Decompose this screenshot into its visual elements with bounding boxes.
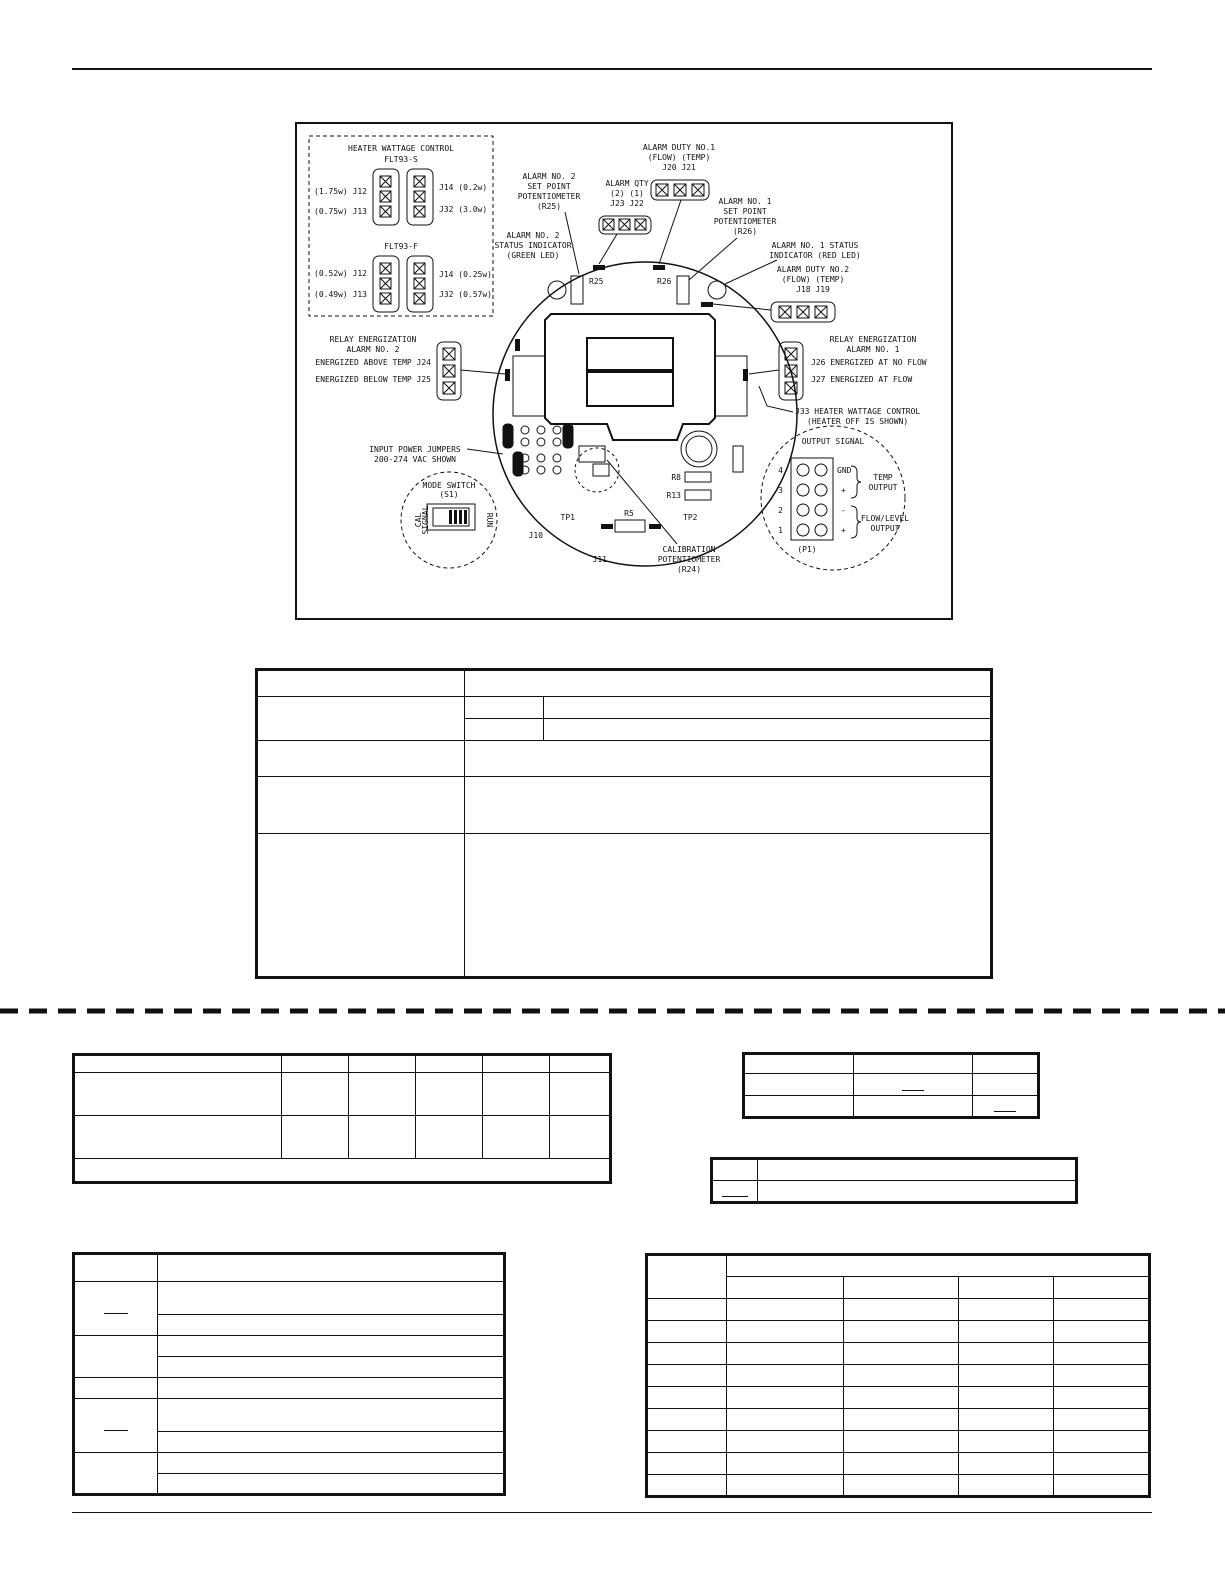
svg-text:CAL: CAL xyxy=(414,512,423,528)
svg-text:ALARM NO. 1: ALARM NO. 1 xyxy=(846,345,900,354)
svg-text:ALARM NO. 2: ALARM NO. 2 xyxy=(522,172,576,181)
option-table xyxy=(72,1053,612,1184)
svg-text:4: 4 xyxy=(778,466,783,475)
svg-text:(0.75w) J13: (0.75w) J13 xyxy=(314,207,367,216)
svg-text:ALARM NO. 1: ALARM NO. 1 xyxy=(718,197,772,206)
svg-text:SIGNAL: SIGNAL xyxy=(421,505,430,535)
svg-text:+: + xyxy=(841,486,846,495)
svg-text:J14 (0.25w): J14 (0.25w) xyxy=(439,270,492,279)
svg-text:J11: J11 xyxy=(592,555,607,564)
jumper-settings-table xyxy=(255,668,993,979)
svg-text:(FLOW) (TEMP): (FLOW) (TEMP) xyxy=(781,275,845,284)
svg-text:INDICATOR (RED LED): INDICATOR (RED LED) xyxy=(769,251,861,260)
svg-text:ALARM NO. 2: ALARM NO. 2 xyxy=(506,231,560,240)
svg-text:J23 J22: J23 J22 xyxy=(610,199,644,208)
j33-label xyxy=(759,386,920,426)
red-led xyxy=(708,281,726,299)
svg-text:TP1: TP1 xyxy=(560,513,575,522)
svg-text:CALIBRATION: CALIBRATION xyxy=(662,545,716,554)
svg-text:(HEATER OFF IS SHOWN): (HEATER OFF IS SHOWN) xyxy=(807,417,909,426)
circuit-board-diagram xyxy=(295,122,953,620)
svg-text:(1.75w) J12: (1.75w) J12 xyxy=(314,187,367,196)
alarm1-setpoint-label xyxy=(689,197,776,280)
input-power-label xyxy=(369,445,503,464)
svg-text:(P1): (P1) xyxy=(797,545,817,554)
svg-text:GND: GND xyxy=(837,466,852,475)
svg-text:R5: R5 xyxy=(624,509,634,518)
svg-text:J14 (0.2w): J14 (0.2w) xyxy=(439,183,488,192)
svg-text:+: + xyxy=(841,526,846,535)
svg-text:ENERGIZED BELOW TEMP J25: ENERGIZED BELOW TEMP J25 xyxy=(315,375,431,384)
svg-text:R8: R8 xyxy=(671,473,681,482)
svg-text:ALARM DUTY NO.2: ALARM DUTY NO.2 xyxy=(776,265,850,274)
svg-text:ALARM NO. 1 STATUS: ALARM NO. 1 STATUS xyxy=(771,241,859,250)
svg-text:2: 2 xyxy=(778,506,783,515)
svg-text:SET POINT: SET POINT xyxy=(527,182,571,191)
svg-text:POTENTIOMETER: POTENTIOMETER xyxy=(657,555,721,564)
display-module xyxy=(513,314,747,440)
alarm2-status-label xyxy=(494,231,571,260)
svg-text:J18 J19: J18 J19 xyxy=(796,285,830,294)
svg-text:OUTPUT: OUTPUT xyxy=(868,483,898,492)
svg-text:SET POINT: SET POINT xyxy=(723,207,767,216)
input-power-jumpers xyxy=(503,424,573,476)
svg-text:POTENTIOMETER: POTENTIOMETER xyxy=(713,217,777,226)
small-jumper-table xyxy=(742,1052,1040,1119)
svg-text:POTENTIOMETER: POTENTIOMETER xyxy=(517,192,581,201)
svg-text:J20 J21: J20 J21 xyxy=(662,163,696,172)
svg-text:(R24): (R24) xyxy=(676,565,702,574)
svg-text:3: 3 xyxy=(778,486,783,495)
top-rule xyxy=(72,68,1152,70)
svg-text:J32 (0.57w): J32 (0.57w) xyxy=(439,290,492,299)
svg-text:OUTPUT: OUTPUT xyxy=(870,524,900,533)
grid-table xyxy=(645,1253,1151,1498)
svg-text:(2) (1): (2) (1) xyxy=(610,189,644,198)
svg-text:R25: R25 xyxy=(589,277,604,286)
mode-switch xyxy=(401,448,619,568)
svg-text:J27 ENERGIZED AT FLOW: J27 ENERGIZED AT FLOW xyxy=(811,375,913,384)
svg-text:(S1): (S1) xyxy=(439,490,459,499)
svg-text:ALARM NO. 2: ALARM NO. 2 xyxy=(346,345,400,354)
svg-text:INPUT POWER JUMPERS: INPUT POWER JUMPERS xyxy=(369,445,461,454)
svg-text:-: - xyxy=(841,506,846,515)
svg-text:STATUS INDICATOR: STATUS INDICATOR xyxy=(494,241,572,250)
svg-text:(GREEN LED): (GREEN LED) xyxy=(506,251,560,260)
svg-text:MODE SWITCH: MODE SWITCH xyxy=(422,481,476,490)
mode-table xyxy=(72,1252,506,1496)
svg-text:(R25): (R25) xyxy=(536,202,562,211)
svg-text:(FLOW) (TEMP): (FLOW) (TEMP) xyxy=(647,153,711,162)
svg-text:RELAY ENERGIZATION: RELAY ENERGIZATION xyxy=(829,335,917,344)
svg-text:ALARM DUTY NO.1: ALARM DUTY NO.1 xyxy=(642,143,716,152)
relay-alarm2-label xyxy=(315,335,505,400)
svg-text:R13: R13 xyxy=(666,491,681,500)
svg-text:RELAY ENERGIZATION: RELAY ENERGIZATION xyxy=(329,335,417,344)
svg-text:(0.49w) J13: (0.49w) J13 xyxy=(314,290,367,299)
svg-text:RUN: RUN xyxy=(485,512,494,528)
svg-text:(0.52w) J12: (0.52w) J12 xyxy=(314,269,367,278)
svg-text:FLOW/LEVEL: FLOW/LEVEL xyxy=(860,514,910,523)
svg-text:1: 1 xyxy=(778,526,783,535)
svg-text:ENERGIZED ABOVE TEMP J24: ENERGIZED ABOVE TEMP J24 xyxy=(315,358,431,367)
svg-text:(R26): (R26) xyxy=(732,227,758,236)
svg-text:200-274 VAC SHOWN: 200-274 VAC SHOWN xyxy=(374,455,456,464)
svg-text:R26: R26 xyxy=(657,277,672,286)
alarm-duty2-label xyxy=(713,265,849,322)
svg-text:TP2: TP2 xyxy=(683,513,698,522)
output-signal xyxy=(761,426,909,570)
svg-text:HEATER WATTAGE CONTROL: HEATER WATTAGE CONTROL xyxy=(348,144,454,153)
svg-text:J26 ENERGIZED AT NO FLOW: J26 ENERGIZED AT NO FLOW xyxy=(811,358,927,367)
bottom-rule xyxy=(72,1512,1152,1513)
alarm-duty1-label xyxy=(643,143,715,264)
heater-wattage-box xyxy=(309,136,493,316)
two-row-table xyxy=(710,1157,1078,1204)
svg-text:FLT93-S: FLT93-S xyxy=(384,155,418,164)
dashed-separator xyxy=(0,1008,1225,1014)
r26-pot xyxy=(677,276,689,304)
alarm-qty-label xyxy=(599,179,651,264)
svg-text:OUTPUT SIGNAL: OUTPUT SIGNAL xyxy=(801,437,865,446)
svg-text:ALARM QTY: ALARM QTY xyxy=(605,179,649,188)
relay-alarm1-label xyxy=(749,335,927,400)
svg-text:J33 HEATER WATTAGE CONTROL: J33 HEATER WATTAGE CONTROL xyxy=(795,407,921,416)
svg-text:J10: J10 xyxy=(528,531,543,540)
svg-text:TEMP: TEMP xyxy=(873,473,893,482)
svg-text:J32 (3.0w): J32 (3.0w) xyxy=(439,205,488,214)
svg-text:FLT93-F: FLT93-F xyxy=(384,242,418,251)
